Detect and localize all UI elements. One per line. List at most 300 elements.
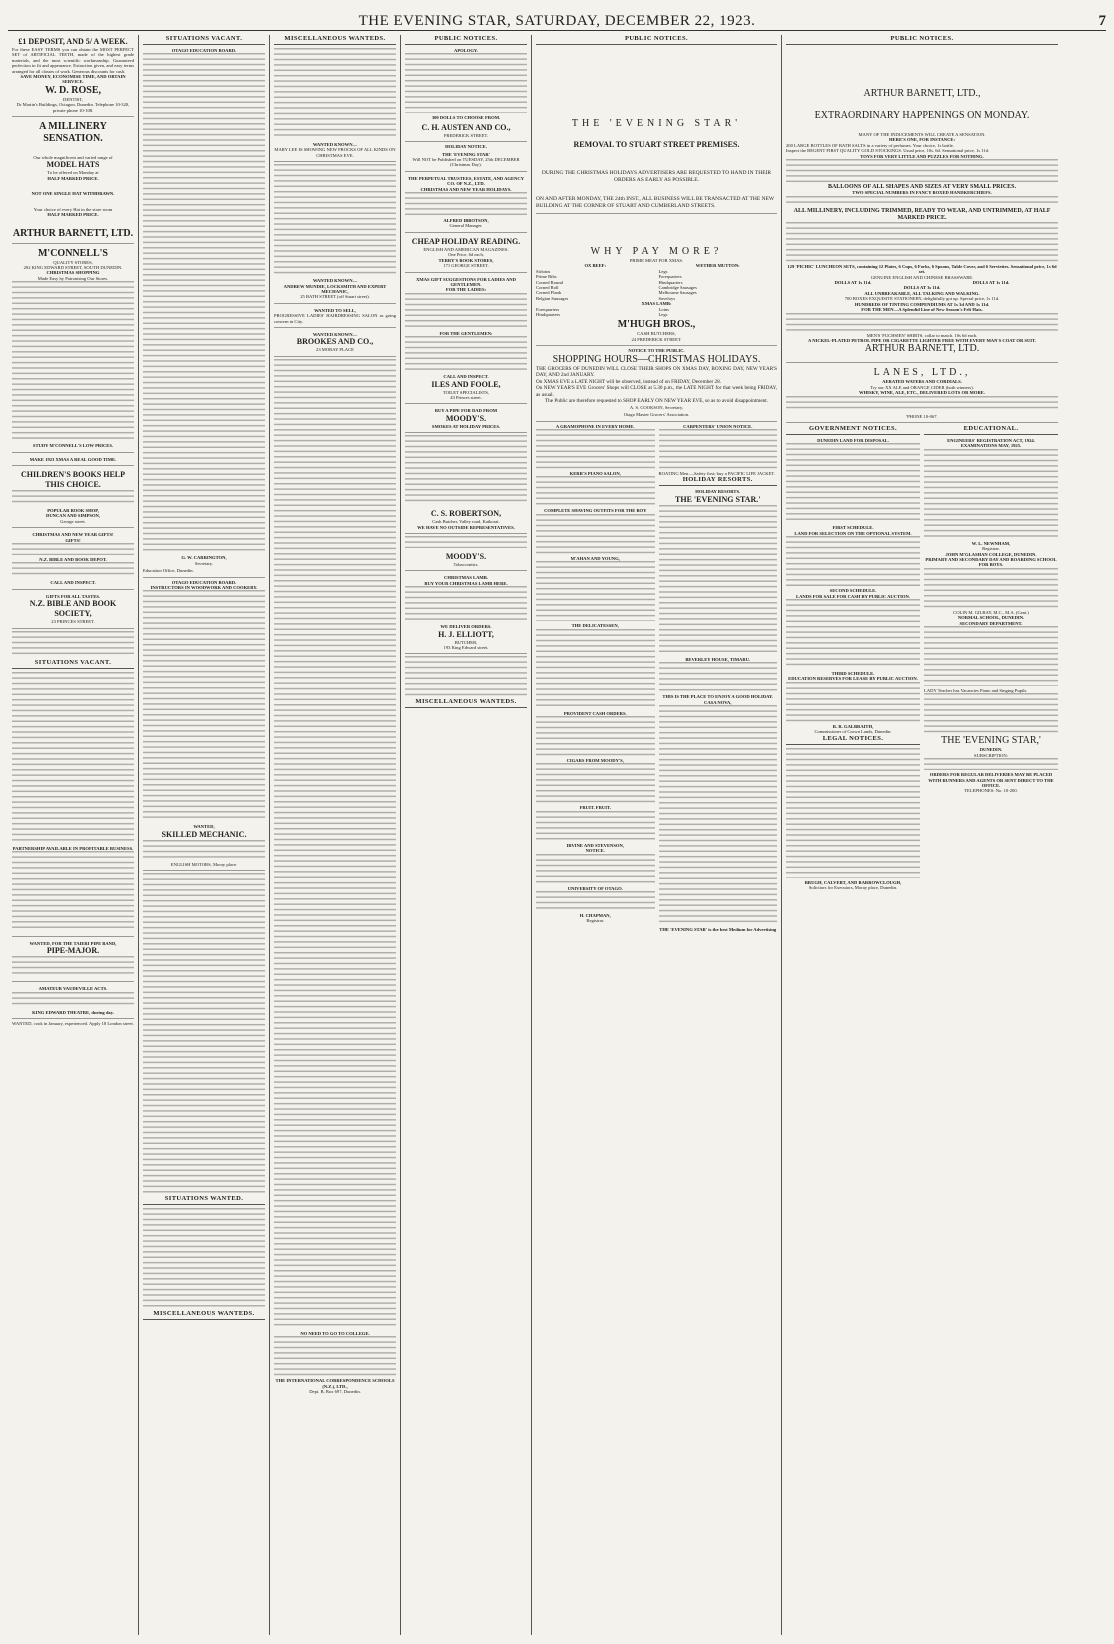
section-heading: MISCELLANEOUS WANTEDS. (143, 1310, 265, 1320)
ad-name: N.Z. BIBLE AND BOOK DEPOT. (39, 556, 107, 562)
ad-sub: FOR THE LADIES: (445, 287, 487, 293)
ad-name: H. J. ELLIOTT, (438, 629, 494, 639)
ad-name: M'AHAN AND YOUNG, (570, 555, 620, 561)
ad-role: Commissioner of Crown Lands, Dunedin. (814, 729, 892, 735)
ad-sub: CHRISTMAS AND NEW YEAR HOLIDAYS. (420, 186, 512, 192)
ad-fine-print (786, 222, 1058, 262)
ad-fine-print (536, 854, 655, 884)
ad-sub: REMOVAL TO STUART STREET PREMISES. (573, 140, 740, 149)
list-item: Cambridge Sausages (658, 285, 697, 291)
ad-sub: SUBSCRIPTION: (974, 752, 1008, 758)
ad-heading: UNIVERSITY OF OTAGO. (567, 885, 623, 891)
ad-heading: AMATEUR VAUDEVILLE ACTS. (38, 986, 108, 992)
ad-fine-print (786, 313, 1058, 331)
table-header: WETHER MUTTON: (695, 263, 740, 269)
list-item: Corned Roll (536, 285, 559, 291)
dentist-ad (12, 35, 134, 117)
ad-fine-print (143, 590, 265, 820)
ad-line: To be offered on Monday at (47, 170, 99, 176)
ad-line: 129 'PICHIC' LUNCHEON SETS, containing 12 Plates, 6 Cups, 6 Forks, 6 Spoons, Table Cover, and 6 Serviettes. Sensational price, 1s 6d set. (787, 263, 1057, 275)
section-heading: EDUCATIONAL. (924, 425, 1058, 435)
ad-fine-print (12, 631, 134, 657)
ad-line: ENGLISH MOTORS, Moray place. (170, 861, 238, 867)
ad-name: THE 'EVENING STAR.' (675, 494, 761, 504)
partnership-ad (12, 844, 134, 937)
lamb-price-table (536, 307, 777, 318)
ad-fine-print (924, 626, 1058, 686)
ad-fine-print (405, 293, 527, 329)
ad-address: 193 King Edward street. (443, 645, 489, 650)
list-item: Loins (658, 306, 669, 312)
ad-line: DURING THE CHRISTMAS HOLIDAYS ADVERTISERS ARE REQUESTED TO HAND IN THEIR ORDERS AS EARLY AS POSSIBLE. (541, 170, 772, 183)
ad-fine-print (405, 656, 527, 696)
ad-body: For these EASY TERMS you can obtain the MOST PERFECT SET of ARTIFICIAL TEETH, made of the highest grade materials, and the most scientific workmanship. Guaranteed perfection in fit and appearance. Extraction given, and easy terms arranged for all classes of work. Generous discounts for cash. (12, 47, 134, 74)
ad-heading: NORMAL SCHOOL, DUNEDIN. (957, 615, 1025, 621)
ad-sub: THIRD SCHEDULE. (831, 670, 875, 676)
lower-left (536, 424, 655, 933)
list-item: Corned Flank (536, 290, 562, 296)
section-heading: LEGAL NOTICES. (786, 735, 920, 745)
ad-address: 23 MORAY PLACE (316, 347, 354, 353)
ad-signature: ARTHUR BARNETT, LTD. (864, 343, 980, 355)
list-item: Forequarters (658, 274, 682, 280)
austen-ad (405, 121, 527, 142)
ad-sub: LANDS FOR SALE FOR CASH BY PUBLIC AUCTION. (796, 593, 910, 599)
ad-heading: BEVERLEY HOUSE, TIMARU. (685, 656, 751, 662)
ad-address: 23 PRINCES STREET. (51, 619, 95, 625)
ad-sub: EXAMINATIONS MAY, 1925. (960, 443, 1022, 449)
lower-two-columns (786, 425, 1058, 890)
ad-line: ON AND AFTER MONDAY, THE 24th INST., ALL BUSINESS WILL BE TRANSACTED AT THE NEW BUILDING AT THE CORNER OF STUART AND CUMBERLAND STREETS. (536, 194, 777, 214)
vaudeville-ad (12, 984, 134, 1019)
section-heading: SITUATIONS VACANT. (143, 35, 265, 45)
ad-line: ALL UNBREAKABLE, ALL TALKING AND WALKING. (864, 290, 980, 296)
column-6 (782, 35, 1062, 1635)
ad-fine-print (12, 562, 134, 578)
list-item: Hindquarters (536, 312, 560, 318)
ad-sub: GIFTS! (65, 537, 81, 543)
ad-name: MOODY'S. (445, 551, 487, 561)
classified-line: WANTED, cook in January, experienced. Apply 18 London street. (12, 1021, 134, 1027)
ad-line: CALL AND INSPECT. (443, 374, 489, 380)
ad-fine-print (659, 429, 778, 469)
ad-line: Inspect the BEGENT FIRST QUALITY GOLD STOCKINGS. Usual price, 10s. 6d. Sensational price, 1s 11d. (786, 148, 990, 154)
ad-address: 25 BATH STREET (off Stuart street). (300, 294, 370, 300)
section-heading: SITUATIONS WANTED. (143, 1195, 265, 1205)
ad-line: The Public are therefore requested to SHOP EARLY ON NEW YEAR EVE, so as to avoid disappointment. (545, 398, 768, 405)
ad-name: THE 'EVENING STAR' (442, 151, 490, 157)
ad-fine-print (274, 359, 396, 1329)
ad-address: Dept. B, Box 697, Dunedin. (309, 1389, 361, 1395)
ad-fine-print (536, 561, 655, 621)
section-heading: PUBLIC NOTICES. (405, 35, 527, 45)
ad-signature: ARTHUR BARNETT, LTD. (12, 227, 134, 239)
ad-fine-print (405, 536, 527, 548)
section-heading: HOLIDAY RESORTS. (659, 476, 778, 486)
ad-fine-print (786, 159, 1058, 183)
ad-fine-print (786, 396, 1058, 412)
ad-name: THE PERPETUAL TRUSTEES, ESTATE, AND AGENCY CO. OF N.Z., LTD. (407, 175, 525, 187)
ad-line: 300 DOLLS TO CHOOSE FROM. (431, 115, 501, 121)
ad-line: TOYS FOR VERY LITTLE AND PUZZLES FOR NOTHING. (860, 153, 984, 159)
ad-fine-print (786, 443, 920, 523)
ad-fine-print (12, 851, 134, 931)
ad-body: Will NOT be Published on TUESDAY, 25th DECEMBER (Christmas Day). (412, 157, 520, 168)
ad-sub: FOR THE GENTLEMEN: (439, 330, 493, 336)
ad-line: One Price, 6d each, (448, 252, 484, 258)
ad-heading: ENGINEERS' REGISTRATION ACT, 1924. (947, 437, 1035, 443)
ad-heading: ARTHUR BARNETT, LTD., (863, 88, 981, 99)
elliott-ad (405, 573, 527, 654)
ad-signature: A. S. COOKSON, Secretary, (629, 404, 684, 410)
ad-role: CASH BUTCHERS, (637, 331, 676, 337)
ad-name: C. S. ROBERTSON, (430, 509, 502, 519)
ad-sub: AERATED WATERS AND CORDIALS. (882, 379, 962, 385)
ad-role: Registrar. (586, 918, 605, 924)
ad-heading: WHY PAY MORE? (590, 246, 723, 257)
gifts-ad (12, 530, 134, 590)
ad-line: Your choice of every Hat in the store room (33, 206, 113, 212)
ad-heading: EXTRAORDINARY HAPPENINGS ON MONDAY. (814, 110, 1030, 121)
ad-line: On NEW YEAR'S EVE Grocers' Shops will CLOSE at 5.30 p.m., the LATE NIGHT for that week being FRIDAY, as usual. (536, 385, 777, 398)
ad-name: IRVINE AND STEVENSON, (566, 842, 624, 848)
ad-name: THE 'EVENING STAR,' (941, 735, 1041, 747)
ad-line: CALL AND INSPECT. (50, 580, 96, 586)
ad-fine-print (924, 449, 1058, 539)
ad-line: 200 LARGE BOTTLES OF BATH SALTS in a variety of perfumes. Your choice, 1s bottle. (786, 142, 954, 148)
masthead (8, 6, 1106, 31)
mcconnells-ad (12, 246, 134, 453)
ad-address: Cash Butcher, Valley road, Kaikorai. (432, 519, 500, 525)
ad-heading: APOLOGY. (454, 48, 478, 53)
ad-heading: HOLIDAY NOTICE. (445, 144, 487, 150)
ad-line: 700 BOXES EXQUISITE STATIONERY, delightfully got up. Special price, 1s 11d. (844, 296, 1000, 302)
ad-heading: NOTICE TO THE PUBLIC. (628, 348, 685, 354)
list-item: Saveloys (658, 295, 676, 301)
ad-role: TOILET SPECIALISTS, (442, 389, 490, 395)
ad-fine-print (405, 53, 527, 113)
list-item: Belgian Sausages (536, 295, 569, 301)
column-3 (270, 35, 401, 1635)
ad-fine-print (536, 514, 655, 554)
ad-line: A NICKEL-PLATED PETROL PIPE OR CIGARETTE LIGHTER FREE WITH EVERY MAN'S COAT OR SUIT. (808, 337, 1036, 343)
ad-heading: HOLIDAY RESORTS. (695, 489, 741, 495)
ad-slogan: SAVE MONEY, ECONOMISE TIME, AND OBTAIN SERVICE. (20, 74, 126, 85)
ad-fine-print (12, 672, 134, 842)
ad-role: Registrar. (982, 546, 1000, 552)
ad-line: BOATING Men.—Safety first; buy a PACIFIC LIFE JACKET. (658, 470, 775, 476)
ad-name: CASA NOVA, (704, 699, 732, 705)
page-number: 7 (1098, 13, 1106, 29)
table-header: XMAS LAMB: (641, 301, 672, 307)
section-heading: MISCELLANEOUS WANTEDS. (274, 35, 396, 45)
ad-sub: QUALITY STORES, (53, 259, 93, 265)
ad-signature: BRUGH, CALVERT, AND BARROWCLOUGH, (804, 879, 902, 885)
ad-line: HERE'S ONE, FOR INSTANCE: (888, 137, 956, 143)
ad-fine-print (536, 629, 655, 709)
column-4 (401, 35, 532, 1635)
ad-heading: THIS IS THE PLACE TO ENJOY A GOOD HOLIDAY. (662, 694, 774, 700)
section-heading: PUBLIC NOTICES. (786, 35, 1058, 45)
ad-heading: THE 'EVENING STAR' (571, 118, 742, 129)
ad-role: Solicitors for Executors, Moray place, Dunedin. (808, 885, 898, 890)
ad-fine-print (536, 891, 655, 911)
ad-line: MANY OF THE INDUCEMENTS WILL CREATE A SENSATION. (858, 132, 986, 137)
ad-role: Otago Master Grocers' Association. (536, 410, 777, 421)
ad-fine-print (536, 763, 655, 803)
ad-fine-print (143, 1208, 265, 1308)
ad-name: ILES AND FOOLE, (431, 379, 501, 389)
ad-fine-print (786, 196, 1058, 206)
ad-sub: SECOND SCHEDULE. (829, 588, 877, 594)
ad-line: Made Easy by Patronising Our Stores. (37, 275, 109, 281)
ad-line: STUDY M'CONNELL'S LOW PRICES. (32, 443, 114, 449)
ad-role: DENTIST, (63, 96, 83, 102)
ad-fine-print (786, 682, 920, 722)
ad-heading: CHILDREN'S BOOKS HELP THIS CHOICE. (20, 469, 126, 489)
ad-signature: ALFRED IBBOTSON, (443, 218, 489, 224)
ad-sub: ENGLISH AND AMERICAN MAGAZINES. (423, 246, 509, 252)
ad-fine-print (12, 543, 134, 555)
column-1 (8, 35, 139, 1635)
ad-line: ORDERS FOR REGULAR DELIVERIES MAY BE PLACED WITH RUNNERS AND AGENTS OR SENT DIRECT TO THE OFFICE. (928, 772, 1054, 789)
locksmith-ad (274, 276, 396, 304)
ad-sub: SKILLED MECHANIC. (161, 829, 247, 839)
ad-name: W. D. ROSE, (44, 84, 102, 96)
ad-name: TERRY'S BOOK STORES, (438, 257, 494, 263)
ad-heading: CIGARS FROM MOODY'S, (566, 757, 624, 763)
ad-name: MOODY'S. (445, 413, 487, 423)
ad-signature: H. CHAPMAN, (579, 912, 611, 918)
ad-fine-print (536, 476, 655, 506)
ad-fine-print (659, 705, 778, 925)
ad-line: CHRISTMAS SHOPPING (46, 270, 100, 276)
list-item: Legs (658, 312, 668, 318)
ad-body: ANDREW MUNDIE, LOCKSMITH AND EXPERT MECHANIC, (283, 283, 387, 295)
ad-line: MEN'S 'FUCHSIEN' SHIRTS, collar to match. 10s 6d each. (866, 332, 978, 338)
ad-fine-print (405, 336, 527, 372)
es-holiday-notice (405, 150, 527, 172)
ad-line: KING EDWARD THEATRE, during day. (32, 1009, 114, 1015)
mhugh-ad (536, 317, 777, 346)
mechanic-ad (143, 822, 265, 871)
ad-signature: G. W. CARRINGTON, (181, 555, 227, 561)
pipe-band-ad (12, 939, 134, 982)
ad-heading: COMPLETE SHAVING OUTFITS FOR THE BOY (544, 508, 647, 514)
ad-fine-print (274, 48, 396, 138)
moodys-ad-2 (405, 550, 527, 571)
ad-body: MARY LEE IS SHOWING NEW FROCKS OF ALL KINDS ON CHRISTMAS EVE. (274, 147, 396, 158)
ad-line: WHISKY, WINE, ALE, ETC., DELIVERED LOTS OR MORE. (859, 390, 985, 396)
millinery-ad (12, 119, 134, 243)
xmas-ad: MAKE 1923 XMAS A REAL GOOD TIME. (12, 455, 134, 466)
masthead-title: THE EVENING STAR, SATURDAY, DECEMBER 22, 1923. (358, 13, 756, 29)
ad-line: HALF MARKED PRICE. (47, 212, 99, 218)
ad-line: SMOKES AT HOLIDAY PRICES. (431, 423, 501, 429)
ad-name: THE DELICATESSEN, (571, 623, 619, 629)
ad-line: THE GROCERS OF DUNEDIN WILL CLOSE THEIR SHOPS ON XMAS DAY, BOXING DAY, NEW YEAR'S DAY, AND 2nd JANUARY. (536, 365, 777, 379)
ad-fine-print (12, 992, 134, 1008)
list-item: Prime Ribs (536, 274, 557, 280)
column-2 (139, 35, 270, 1635)
ad-line: TELEPHONES: No. 10-200. (964, 788, 1018, 794)
ad-heading: WANTED, (193, 824, 215, 830)
ad-role: Secretary. (194, 560, 214, 566)
ad-heading: CHRISTMAS LAMB. (444, 575, 488, 581)
ad-signature: R. R. GALBRAITH, (832, 723, 874, 729)
ad-line: WE HAVE NO OUTSIDE REPRESENTATIVES. (417, 524, 515, 530)
moodys-ad (405, 406, 527, 433)
lower-two-columns (536, 424, 777, 933)
list-item: Melbourne Sausages (658, 290, 697, 296)
section-heading: PUBLIC NOTICES. (536, 35, 777, 45)
ad-heading: CHEAP HOLIDAY READING. (411, 236, 521, 246)
ad-heading: NO NEED TO GO TO COLLEGE. (300, 1330, 370, 1336)
ad-line: On XMAS EVE a LATE NIGHT will be observed, instead of on FRIDAY, December 28. (536, 378, 722, 385)
ad-sub: LAND FOR SELECTION ON THE OPTIONAL SYSTEM. (794, 530, 912, 536)
ad-name: M'HUGH BROS., (617, 319, 696, 331)
ad-signature: W. L. NEWNHAM, (971, 540, 1011, 546)
list-item: Hindquarters (658, 279, 683, 285)
ad-heading: THE 'EVENING STAR' is the best Medium for Advertising (659, 926, 777, 932)
ad-address: Dr Martin's Buildings, Octagon, Dunedin. Telephone 10-320, private phone 10-108. (16, 102, 130, 113)
ad-heading: WANTED KNOWN— (312, 278, 358, 284)
ad-fine-print (405, 435, 527, 505)
ad-line: Our whole magnificent and varied range of (33, 155, 113, 161)
ad-heading: WANTED, FOR THE TAIERI PIPE BAND, (29, 941, 117, 946)
column-5 (532, 35, 782, 1635)
ad-office: Education Office, Dunedin. (143, 566, 265, 577)
ad-line: DOLLS AT 1s 11d. (834, 280, 872, 286)
ad-line: Try our XX ALE and ORANGE CIDER (both winners). (870, 384, 974, 390)
list-item: Sirloins (536, 268, 551, 274)
ad-sub: FIRST SCHEDULE. (832, 525, 874, 531)
ad-sub: BUY YOUR CHRISTMAS LAMB HERE. (424, 580, 508, 586)
ad-address: 43 Princes street. (450, 394, 482, 400)
ad-line: NOT ONE SINGLE HAT WITHDRAWN. (31, 191, 115, 197)
ad-fine-print (405, 586, 527, 622)
ad-heading: OTAGO EDUCATION BOARD. (171, 48, 237, 53)
ad-role: General Manager. (449, 223, 483, 229)
ad-name: DUNCAN AND SIMPSON, (46, 513, 100, 519)
ad-fine-print (536, 716, 655, 756)
ad-sub: PIPE-MAJOR. (46, 946, 100, 956)
ad-address: 171 GEORGE STREET. (443, 263, 489, 269)
meat-price-table (536, 263, 777, 301)
ad-sub: DUNEDIN. (979, 747, 1003, 753)
ad-fine-print (924, 693, 1058, 733)
ad-line: LADY Teacher has Vacancies Piano and Singing Pupils. (924, 688, 1028, 693)
ad-fine-print (659, 662, 778, 692)
wanted-known-ad (274, 140, 396, 162)
ad-fine-print (12, 490, 134, 506)
ad-sub: EDUCATION RESERVES FOR LEASE BY PUBLIC AUCTION. (788, 676, 918, 682)
lanes-ad (786, 365, 1058, 423)
ad-fine-print (12, 956, 134, 976)
ad-heading: PARTNERSHIP AVAILABLE IN PROFITABLE BUSINESS. (12, 845, 134, 851)
ad-fine-print (143, 873, 265, 1193)
section-heading: SITUATIONS VACANT. (12, 659, 134, 669)
ad-sub: INSTRUCTORS IN WOODWORK AND COOKERY. (150, 585, 258, 591)
section-heading: GOVERNMENT NOTICES. (786, 425, 920, 435)
ad-fine-print (786, 599, 920, 669)
lower-right (659, 424, 778, 933)
ad-fine-print (659, 505, 778, 655)
ad-fine-print (274, 1336, 396, 1376)
ad-sub: PRIMARY AND SECONDARY DAY AND BOARDING SCHOOL FOR BOYS. (925, 556, 1057, 568)
ad-heading: PROVIDENT CASH ORDERS. (563, 710, 627, 716)
ad-line: BALLOONS OF ALL SHAPES AND SIZES AT VERY SMALL PRICES. (827, 184, 1017, 191)
salon-ad (274, 306, 396, 328)
list-item: Corned Round (536, 279, 563, 285)
ad-heading: GIFTS FOR ALL TASTES. (45, 593, 101, 599)
gov-column (786, 425, 920, 890)
ad-heading: CHRISTMAS AND NEW YEAR GIFTS! (32, 532, 114, 538)
ad-address: 24 FREDERICK STREET. (631, 336, 682, 342)
list-item: Legs (658, 268, 668, 274)
ad-heading: SHOPPING HOURS—CHRISTMAS HOLIDAYS. (552, 353, 761, 365)
ad-heading: NOTICE. (585, 848, 605, 854)
section-heading: MISCELLANEOUS WANTEDS. (405, 698, 527, 708)
ad-line: GENUINE ENGLISH AND CHINESE BRASSWARE. (870, 274, 974, 280)
edu-column (924, 425, 1058, 890)
ad-heading: FRUIT. FRUIT. (579, 805, 611, 811)
ad-name: THE INTERNATIONAL CORRESPONDENCE SCHOOLS (N.Z.), LTD., (275, 1378, 395, 1389)
brookes-ad (274, 330, 396, 357)
table-header: OX BEEF: (584, 263, 607, 269)
ad-line: Tobacconists. (453, 561, 479, 567)
ad-fine-print (536, 811, 655, 841)
ad-fine-print (12, 281, 134, 441)
ad-fine-print (143, 840, 265, 860)
reading-ad (405, 235, 527, 273)
ad-heading: XMAS GIFT SUGGESTIONS FOR LADIES AND GENTLEMEN. (416, 276, 516, 287)
ad-heading: WANTED KNOWN— (312, 142, 358, 147)
ad-address: FREDERICK STREET. (443, 132, 489, 138)
iles-ad (405, 275, 527, 405)
ad-address: 292 KING EDWARD STREET, SOUTH DUNEDIN. (23, 264, 123, 270)
ad-line: WE DELIVER ORDERS. (440, 624, 492, 630)
columns (8, 35, 1106, 1635)
ad-fine-print (274, 164, 396, 274)
perpetual-ad (405, 174, 527, 233)
ad-line: HALF MARKED PRICE. (47, 175, 99, 181)
ad-sub: POPULAR BOOK SHOP, (47, 507, 99, 513)
ad-line: TWO SPECIAL NUMBERS IN FANCY BOXED HANDKERCHIEFS. (852, 190, 992, 196)
ad-name: LANES, LTD., (873, 367, 971, 379)
ad-line: DOLLS AT 3s 11d. (903, 285, 941, 291)
ad-line: DOLLS AT 1s 11d. (972, 280, 1010, 286)
ad-heading: A MILLINERY SENSATION. (39, 121, 107, 145)
ad-heading: A GRAMOPHONE IN EVERY HOME. (555, 423, 635, 429)
ad-heading: WANTED TO SELL, (314, 307, 356, 313)
ad-heading: JOHN M'GLASHAN COLLEGE, DUNEDIN. (945, 551, 1037, 557)
ad-fine-print (924, 568, 1058, 608)
ad-address: George street. (60, 518, 86, 524)
ad-heading: M'CONNELL'S (37, 247, 108, 259)
ad-fine-print (536, 429, 655, 469)
ad-heading: CARPENTERS' UNION NOTICE. (683, 423, 753, 429)
ad-sub: PRIME MEAT FOR XMAS. (629, 258, 684, 263)
ad-fine-print (143, 53, 265, 553)
ad-heading: DUNEDIN LAND FOR DISPOSAL. (817, 437, 889, 443)
ad-name: C. H. AUSTEN AND CO., (421, 122, 511, 132)
ad-line: MODEL HATS (46, 160, 100, 170)
ad-fine-print (786, 748, 920, 878)
ad-name: KERR'S PIANO SALON, (569, 470, 621, 476)
ad-role: BUTCHER, (454, 639, 478, 645)
ad-line: FOR THE MEN—A Splendid Line of New Season's Felt Hats. (861, 307, 983, 313)
